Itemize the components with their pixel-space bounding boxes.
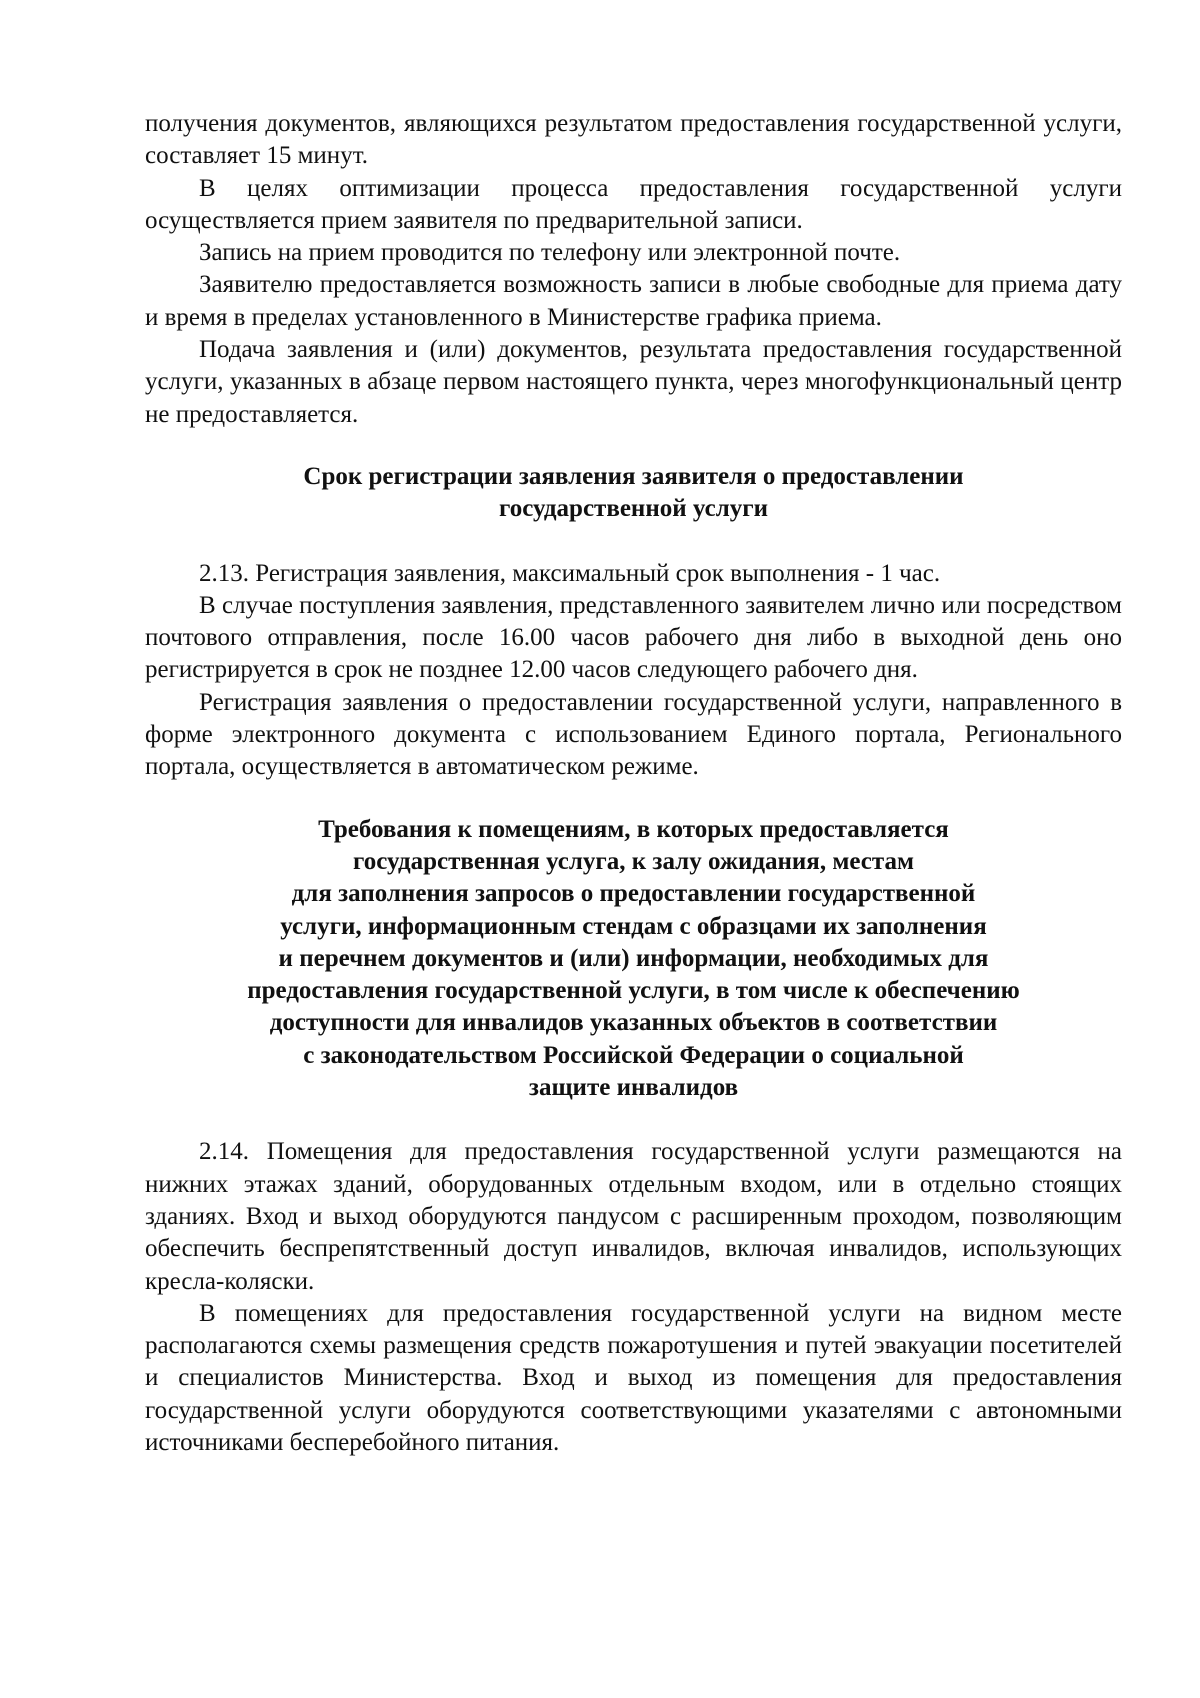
paragraph-intro-5: Подача заявления и (или) документов, результата предоставления государственной услуги, указанных в абзаце первом настоящего пункта, через многофункциональный центр не предоставляется. [145, 336, 1122, 428]
document-page [145, 108, 1122, 1459]
spacer [145, 784, 1122, 814]
paragraph-2-14-1: 2.14. Помещения для предоставления государственной услуги размещаются на нижних этажах зданий, оборудованных отдельным входом, или в отдельно стоящих зданиях. Вход и выход оборудуются пандусом с расширенным проходом, позволяющим обеспечить беспрепятственный доступ инвалидов, включая инвалидов, использующих кресла-коляски. [145, 1138, 1122, 1295]
heading-line: для заполнения запросов о предоставлении государственной [291, 880, 976, 908]
heading-line: предоставления государственной услуги, в том числе к обеспечению [247, 977, 1020, 1005]
paragraph-2-13-3: Регистрация заявления о предоставлении государственной услуги, направленного в форме электронного документа с использованием Единого портала, Регионального портала, осуществляется в автоматическом режиме. [145, 688, 1122, 781]
heading-line: Требования к помещениям, в которых предоставляется [318, 815, 949, 843]
heading-line: защите инвалидов [528, 1074, 739, 1102]
paragraph-2-13-1: 2.13. Регистрация заявления, максимальный срок выполнения - 1 час. [199, 559, 941, 587]
paragraph-intro-4: Заявителю предоставляется возможность записи в любые свободные для приема дату и время в пределах установленного в Министерстве графика приема. [145, 271, 1122, 331]
paragraph-intro-1: получения документов, являющихся результатом предоставления государственной услуги, составляет 15 минут. [145, 110, 1122, 170]
heading-line: Срок регистрации заявления заявителя о предоставлении [303, 462, 964, 490]
heading-line: и перечнем документов и (или) информации, необходимых для [278, 944, 989, 972]
paragraph-2-13-2: В случае поступления заявления, представленного заявителем лично или посредством почтового отправления, после 16.00 часов рабочего дня либо в выходной день оно регистрируется в срок не позднее 12.00 часов следующего рабочего дня. [145, 591, 1122, 684]
spacer [145, 526, 1122, 558]
heading-line: доступности для инвалидов указанных объектов в соответствии [269, 1009, 998, 1037]
spacer [145, 1104, 1122, 1136]
section-heading-premises-requirements [145, 814, 1122, 1105]
heading-line: государственной услуги [498, 495, 769, 523]
paragraph-intro-2: В целях оптимизации процесса предоставления государственной услуги осуществляется прием заявителя по предварительной записи. [145, 174, 1122, 234]
section-heading-registration [145, 461, 1122, 526]
paragraph-intro-3: Запись на прием проводится по телефону или электронной почте. [199, 239, 901, 267]
spacer [145, 431, 1122, 461]
heading-line: государственная услуга, к залу ожидания, местам [353, 847, 914, 875]
heading-line: с законодательством Российской Федерации о социальной [303, 1041, 964, 1069]
paragraph-2-14-2: В помещениях для предоставления государственной услуги на видном месте располагаются схемы размещения средств пожаротушения и путей эвакуации посетителей и специалистов Министерства. Вход и выход из помещения для предоставления государственной услуги оборудуются соответствующими указателями с автономными источниками бесперебойного питания. [145, 1299, 1122, 1456]
heading-line: услуги, информационным стендам с образцами их заполнения [280, 912, 987, 940]
